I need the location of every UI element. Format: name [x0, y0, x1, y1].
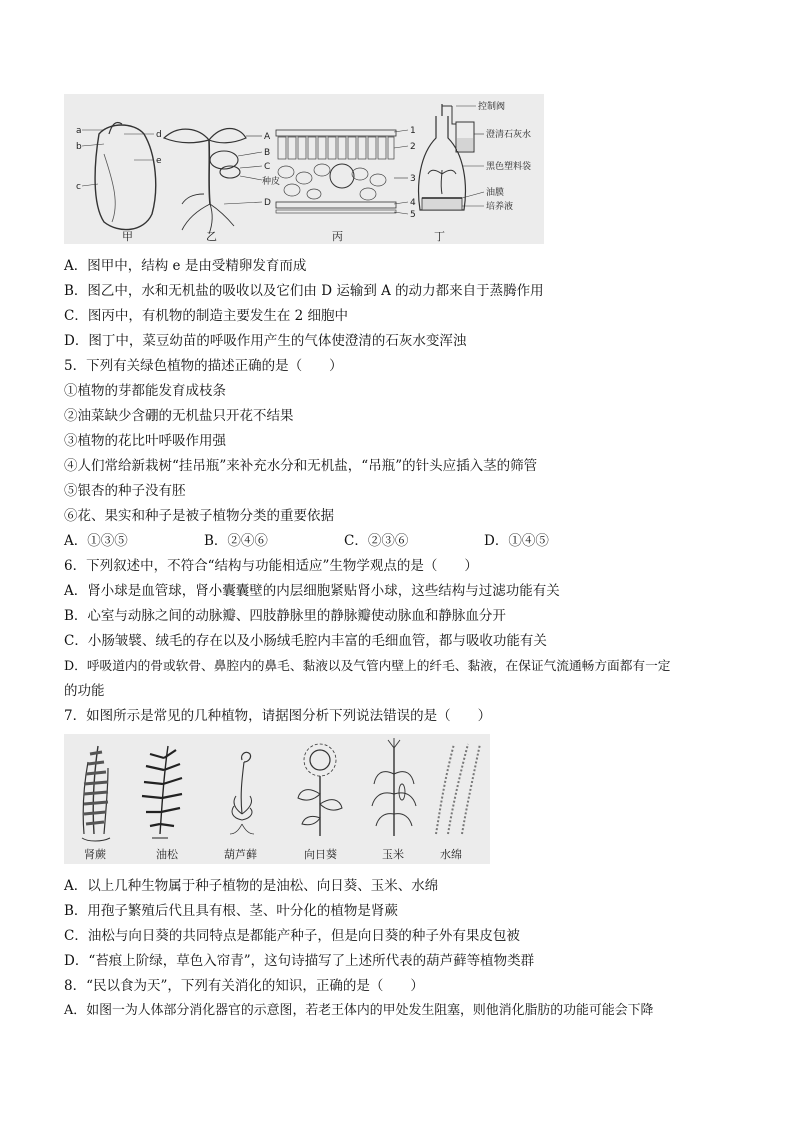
sunflower-drawing — [298, 744, 342, 836]
figure-1-svg — [64, 94, 544, 244]
q5-choice-d: D．①④⑤ — [484, 533, 549, 549]
seedling-diagram — [164, 129, 280, 244]
caption-jia: 甲 — [122, 230, 133, 243]
label-c: c — [76, 182, 81, 192]
label-nutrient-solution: 培养液 — [486, 202, 514, 212]
plant-label-fern: 肾蕨 — [84, 848, 106, 861]
bell-jar-experiment-diagram — [419, 100, 531, 243]
figure-seed-plant-leaf-experiment — [64, 94, 544, 244]
q6-stem: 6．下列叙述中，不符合“结构与功能相适应”生物学观点的是（ ） — [64, 558, 478, 574]
q8-stem: 8．“民以食为天”，下列有关消化的知识，正确的是（ ） — [64, 978, 424, 994]
q6-option-d: D．呼吸道内的骨或软骨、鼻腔内的鼻毛、黏液以及气管内壁上的纤毛、黏液，在保证气流通畅方面都有一定 — [64, 658, 671, 673]
q5-statement-3: ③植物的花比叶呼吸作用强 — [64, 433, 226, 449]
q5-statement-4: ④人们常给新栽树“挂吊瓶”来补充水分和无机盐，“吊瓶”的针头应插入茎的筛管 — [64, 458, 538, 474]
pine-drawing — [142, 746, 182, 838]
q8-option-a: A．如图一为人体部分消化器官的示意图，若老王体内的甲处发生阻塞，则他消化脂肪的功能可能会下降 — [64, 1003, 654, 1018]
q7-option-d: D．“苔痕上阶绿，草色入帘青”，这句诗描写了上述所代表的葫芦藓等植物类群 — [64, 953, 535, 969]
q4-option-c: C．图丙中，有机物的制造主要发生在 2 细胞中 — [64, 308, 349, 324]
fern-drawing — [82, 746, 110, 841]
q4-option-d: D．图丁中，菜豆幼苗的呼吸作用产生的气体使澄清的石灰水变浑浊 — [64, 333, 467, 349]
label-a: a — [76, 126, 82, 136]
plant-label-moss: 葫芦藓 — [224, 848, 257, 861]
label-3: 3 — [410, 174, 416, 184]
label-control-valve: 控制阀 — [478, 102, 506, 112]
plant-label-pine: 油松 — [156, 848, 178, 861]
q7-stem: 7．如图所示是常见的几种植物，请据图分析下列说法错误的是（ ） — [64, 708, 492, 724]
q5-choice-c: C．②③⑥ — [344, 533, 409, 549]
label-limewater: 澄清石灰水 — [486, 130, 532, 140]
plant-label-sunflower: 向日葵 — [304, 848, 337, 861]
q6-option-b: B．心室与动脉之间的动脉瓣、四肢静脉里的静脉瓣使动脉血和静脉血分开 — [64, 608, 506, 624]
label-2: 2 — [410, 142, 416, 152]
moss-drawing — [230, 752, 254, 834]
q5-statement-1: ①植物的芽都能发育成枝条 — [64, 383, 226, 399]
plant-label-corn: 玉米 — [382, 848, 404, 861]
q5-choices — [64, 532, 549, 550]
plants-figure-svg — [64, 734, 490, 864]
label-D: D — [264, 198, 271, 208]
caption-bing: 丙 — [332, 230, 343, 243]
q5-statement-5: ⑤银杏的种子没有胚 — [64, 483, 186, 499]
q5-choice-b: B．②④⑥ — [204, 533, 268, 549]
seed-diagram — [76, 122, 162, 243]
q6-option-c: C．小肠皱襞、绒毛的存在以及小肠绒毛腔内丰富的毛细血管，都与吸收功能有关 — [64, 633, 547, 649]
q5-stem: 5．下列有关绿色植物的描述正确的是（ ） — [64, 358, 343, 374]
q5-statement-6: ⑥花、果实和种子是被子植物分类的重要依据 — [64, 508, 334, 524]
label-5: 5 — [410, 210, 416, 220]
label-A: A — [264, 132, 271, 142]
label-C: C — [264, 162, 271, 172]
leaf-section-diagram — [276, 126, 416, 243]
label-seed-coat: 种皮 — [262, 177, 281, 187]
plant-label-spirogyra: 水绵 — [440, 848, 462, 861]
label-d: d — [156, 130, 162, 140]
figure-plants — [64, 734, 490, 864]
q7-option-c: C．油松与向日葵的共同特点是都能产种子，但是向日葵的种子外有果皮包被 — [64, 928, 520, 944]
label-e: e — [156, 156, 162, 166]
caption-ding: 丁 — [434, 230, 445, 243]
caption-yi: 乙 — [206, 230, 217, 243]
label-4: 4 — [410, 198, 416, 208]
q6-option-a: A．肾小球是血管球，肾小囊囊壁的内层细胞紧贴肾小球，这些结构与过滤功能有关 — [64, 583, 560, 599]
q5-statement-2: ②油菜缺少含硼的无机盐只开花不结果 — [64, 408, 294, 424]
q7-option-a: A．以上几种生物属于种子植物的是油松、向日葵、玉米、水绵 — [64, 878, 439, 894]
label-oil-film: 油膜 — [486, 188, 505, 198]
q6-option-d-continued: 的功能 — [64, 683, 105, 699]
label-B: B — [264, 148, 271, 158]
q4-option-a: A．图甲中，结构 e 是由受精卵发育而成 — [64, 258, 307, 274]
label-b: b — [76, 142, 82, 152]
corn-drawing — [372, 738, 416, 836]
label-black-plastic-bag: 黑色塑料袋 — [486, 162, 532, 172]
q5-choice-a: A．①③⑤ — [64, 533, 128, 549]
q7-option-b: B．用孢子繁殖后代且具有根、茎、叶分化的植物是肾蕨 — [64, 903, 398, 919]
q4-option-b: B．图乙中，水和无机盐的吸收以及它们由 D 运输到 A 的动力都来自于蒸腾作用 — [64, 283, 544, 299]
label-1: 1 — [410, 126, 416, 136]
spirogyra-drawing — [436, 744, 480, 834]
